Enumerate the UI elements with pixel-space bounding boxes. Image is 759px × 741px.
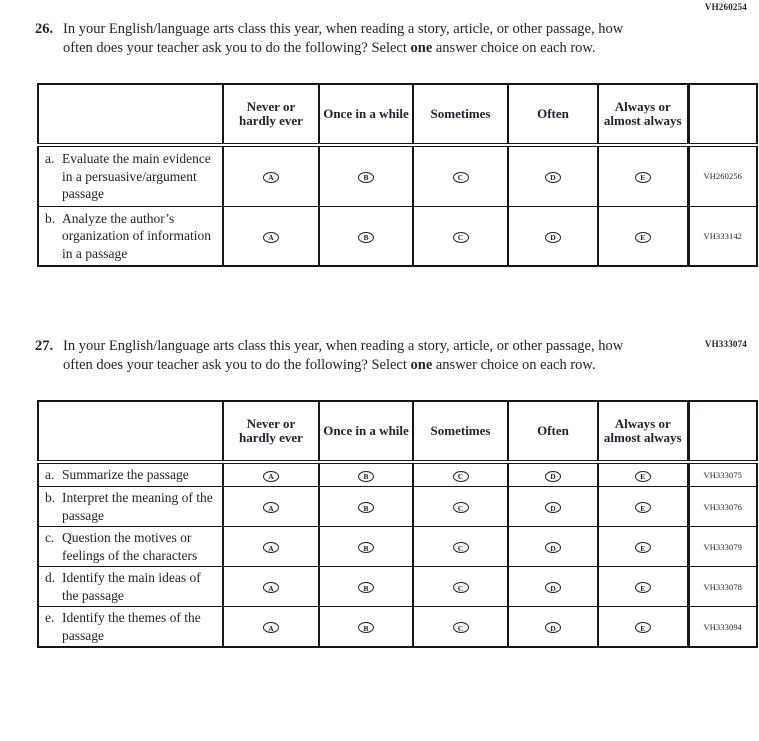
answer-option-cell-e[interactable] xyxy=(598,462,688,486)
table-row-27c xyxy=(38,527,757,567)
column-header-sometimes: Sometimes xyxy=(413,401,508,462)
bubble-a-icon[interactable]: A xyxy=(263,471,279,482)
bubble-d-icon[interactable]: D xyxy=(545,172,561,183)
bubble-e-icon[interactable]: E xyxy=(635,471,651,482)
row-accession-code: VH260256 xyxy=(688,145,757,206)
answer-option-cell-c[interactable] xyxy=(413,527,508,567)
answer-option-cell-a[interactable] xyxy=(223,567,319,607)
bubble-c-icon[interactable]: C xyxy=(453,542,469,553)
bubble-a-icon[interactable]: A xyxy=(263,542,279,553)
bubble-e-icon[interactable]: E xyxy=(635,622,651,633)
row-label: e. xyxy=(45,610,55,626)
bubble-c-icon[interactable]: C xyxy=(453,471,469,482)
answer-option-cell-c[interactable] xyxy=(413,607,508,648)
row-statement: Question the motives or feelings of the characters xyxy=(62,530,198,563)
answer-option-cell-b[interactable] xyxy=(319,487,413,527)
row-statement: Identify the main ideas of the passage xyxy=(62,570,201,603)
row-statement: Interpret the meaning of the passage xyxy=(62,490,213,523)
answer-option-cell-d[interactable] xyxy=(508,487,598,527)
row-label: b. xyxy=(45,490,56,506)
row-statement: Summarize the passage xyxy=(62,467,189,483)
statement-cell xyxy=(38,527,223,567)
row-label: c. xyxy=(45,530,55,546)
code-header-cell xyxy=(688,401,757,462)
row-accession-code: VH333094 xyxy=(688,607,757,648)
answer-option-cell-a[interactable] xyxy=(223,145,319,206)
statement-cell xyxy=(38,206,223,266)
row-label: d. xyxy=(45,570,56,586)
statement-cell xyxy=(38,607,223,648)
bubble-e-icon[interactable]: E xyxy=(635,172,651,183)
column-header-often: Often xyxy=(508,401,598,462)
bubble-e-icon[interactable]: E xyxy=(635,502,651,513)
question-27-text-bold: one xyxy=(410,356,433,373)
bubble-e-icon[interactable]: E xyxy=(635,542,651,553)
row-accession-code: VH333079 xyxy=(688,527,757,567)
answer-option-cell-b[interactable] xyxy=(319,607,413,648)
question-26-text-start: In your English/language arts class this year, when reading a story, article, or other passage, how often does your teacher ask you to do the following? Select xyxy=(63,21,624,56)
bubble-a-icon[interactable]: A xyxy=(263,502,279,513)
answer-option-cell-c[interactable] xyxy=(413,487,508,527)
row-accession-code: VH333078 xyxy=(688,567,757,607)
answer-option-cell-c[interactable] xyxy=(413,145,508,206)
answer-option-cell-e[interactable] xyxy=(598,607,688,648)
bubble-a-icon[interactable]: A xyxy=(263,232,279,243)
question-26-section xyxy=(0,0,759,267)
question-27-prompt xyxy=(35,337,650,374)
answer-option-cell-e[interactable] xyxy=(598,206,688,266)
answer-option-cell-b[interactable] xyxy=(319,567,413,607)
bubble-c-icon[interactable]: C xyxy=(453,502,469,513)
answer-option-cell-c[interactable] xyxy=(413,567,508,607)
bubble-b-icon[interactable]: B xyxy=(358,471,374,482)
answer-option-cell-b[interactable] xyxy=(319,145,413,206)
row-accession-code: VH333142 xyxy=(688,206,757,266)
table-row-27b xyxy=(38,487,757,527)
table-row-26a xyxy=(38,145,757,206)
bubble-c-icon[interactable]: C xyxy=(453,172,469,183)
row-label: a. xyxy=(45,151,55,167)
bubble-d-icon[interactable]: D xyxy=(545,582,561,593)
answer-option-cell-e[interactable] xyxy=(598,567,688,607)
answer-option-cell-d[interactable] xyxy=(508,462,598,486)
bubble-b-icon[interactable]: B xyxy=(358,232,374,243)
table-row-27e xyxy=(38,607,757,648)
question-26-prompt xyxy=(35,20,650,57)
question-26-number: 26. xyxy=(35,21,54,37)
code-header-cell xyxy=(688,84,757,145)
answer-option-cell-a[interactable] xyxy=(223,487,319,527)
bubble-a-icon[interactable]: A xyxy=(263,172,279,183)
answer-option-cell-d[interactable] xyxy=(508,607,598,648)
bubble-d-icon[interactable]: D xyxy=(545,232,561,243)
bubble-d-icon[interactable]: D xyxy=(545,502,561,513)
answer-option-cell-a[interactable] xyxy=(223,607,319,648)
bubble-d-icon[interactable]: D xyxy=(545,622,561,633)
answer-option-cell-b[interactable] xyxy=(319,527,413,567)
bubble-e-icon[interactable]: E xyxy=(635,232,651,243)
answer-option-cell-e[interactable] xyxy=(598,527,688,567)
question-27-section xyxy=(0,337,759,648)
question-26-text-bold: one xyxy=(410,39,433,56)
question-26-response-table xyxy=(37,83,758,267)
answer-option-cell-c[interactable] xyxy=(413,462,508,486)
answer-option-cell-e[interactable] xyxy=(598,487,688,527)
column-header-once-in-a-while: Once in a while xyxy=(319,84,413,145)
bubble-b-icon[interactable]: B xyxy=(358,502,374,513)
bubble-b-icon[interactable]: B xyxy=(358,542,374,553)
row-label: a. xyxy=(45,467,55,483)
question-26-text xyxy=(63,20,648,57)
question-27-accession-code: VH333074 xyxy=(704,339,747,350)
question-27-text xyxy=(63,337,648,374)
bubble-b-icon[interactable]: B xyxy=(358,172,374,183)
row-label: b. xyxy=(45,210,56,226)
answer-option-cell-e[interactable] xyxy=(598,145,688,206)
column-header-always: Always or almost always xyxy=(598,84,688,145)
question-27-number: 27. xyxy=(35,338,54,355)
bubble-c-icon[interactable]: C xyxy=(453,582,469,593)
answer-option-cell-c[interactable] xyxy=(413,206,508,266)
row-accession-code: VH333076 xyxy=(688,487,757,527)
answer-option-cell-a[interactable] xyxy=(223,527,319,567)
column-header-sometimes: Sometimes xyxy=(413,84,508,145)
row-statement: Analyze the author’s organization of information in a passage xyxy=(62,210,211,261)
bubble-c-icon[interactable]: C xyxy=(453,622,469,633)
table-row-26b xyxy=(38,206,757,266)
bubble-d-icon[interactable]: D xyxy=(545,542,561,553)
answer-option-cell-a[interactable] xyxy=(223,206,319,266)
statement-cell xyxy=(38,145,223,206)
statement-cell xyxy=(38,462,223,486)
column-header-often: Often xyxy=(508,84,598,145)
question-26-text-end: answer choice on each row. xyxy=(432,39,596,56)
question-27-response-table xyxy=(37,400,758,648)
bubble-b-icon[interactable]: B xyxy=(358,622,374,633)
row-statement: Identify the themes of the passage xyxy=(62,610,201,643)
answer-option-cell-d[interactable] xyxy=(508,567,598,607)
statement-header-cell xyxy=(38,401,223,462)
column-header-once-in-a-while: Once in a while xyxy=(319,401,413,462)
column-header-never: Never or hardly ever xyxy=(223,84,319,145)
bubble-a-icon[interactable]: A xyxy=(263,582,279,593)
statement-cell xyxy=(38,567,223,607)
question-27-text-start: In your English/language arts class this year, when reading a story, article, or other passage, how often does your teacher ask you to do the following? Select xyxy=(63,338,624,373)
statement-cell xyxy=(38,487,223,527)
row-statement: Evaluate the main evidence in a persuasive/argument passage xyxy=(62,151,211,202)
answer-option-cell-b[interactable] xyxy=(319,462,413,486)
answer-option-cell-d[interactable] xyxy=(508,206,598,266)
column-header-never: Never or hardly ever xyxy=(223,401,319,462)
bubble-c-icon[interactable]: C xyxy=(453,232,469,243)
row-accession-code: VH333075 xyxy=(688,462,757,486)
header-row xyxy=(38,84,757,145)
answer-option-cell-d[interactable] xyxy=(508,145,598,206)
table-row-27a xyxy=(38,462,757,486)
bubble-a-icon[interactable]: A xyxy=(263,622,279,633)
answer-option-cell-b[interactable] xyxy=(319,206,413,266)
bubble-d-icon[interactable]: D xyxy=(545,471,561,482)
bubble-e-icon[interactable]: E xyxy=(635,582,651,593)
bubble-b-icon[interactable]: B xyxy=(358,582,374,593)
answer-option-cell-a[interactable] xyxy=(223,462,319,486)
question-27-text-end: answer choice on each row. xyxy=(432,356,596,373)
column-header-always: Always or almost always xyxy=(598,401,688,462)
answer-option-cell-d[interactable] xyxy=(508,527,598,567)
header-row xyxy=(38,401,757,462)
table-row-27d xyxy=(38,567,757,607)
question-26-accession-code: VH260254 xyxy=(704,2,747,12)
statement-header-cell xyxy=(38,84,223,145)
